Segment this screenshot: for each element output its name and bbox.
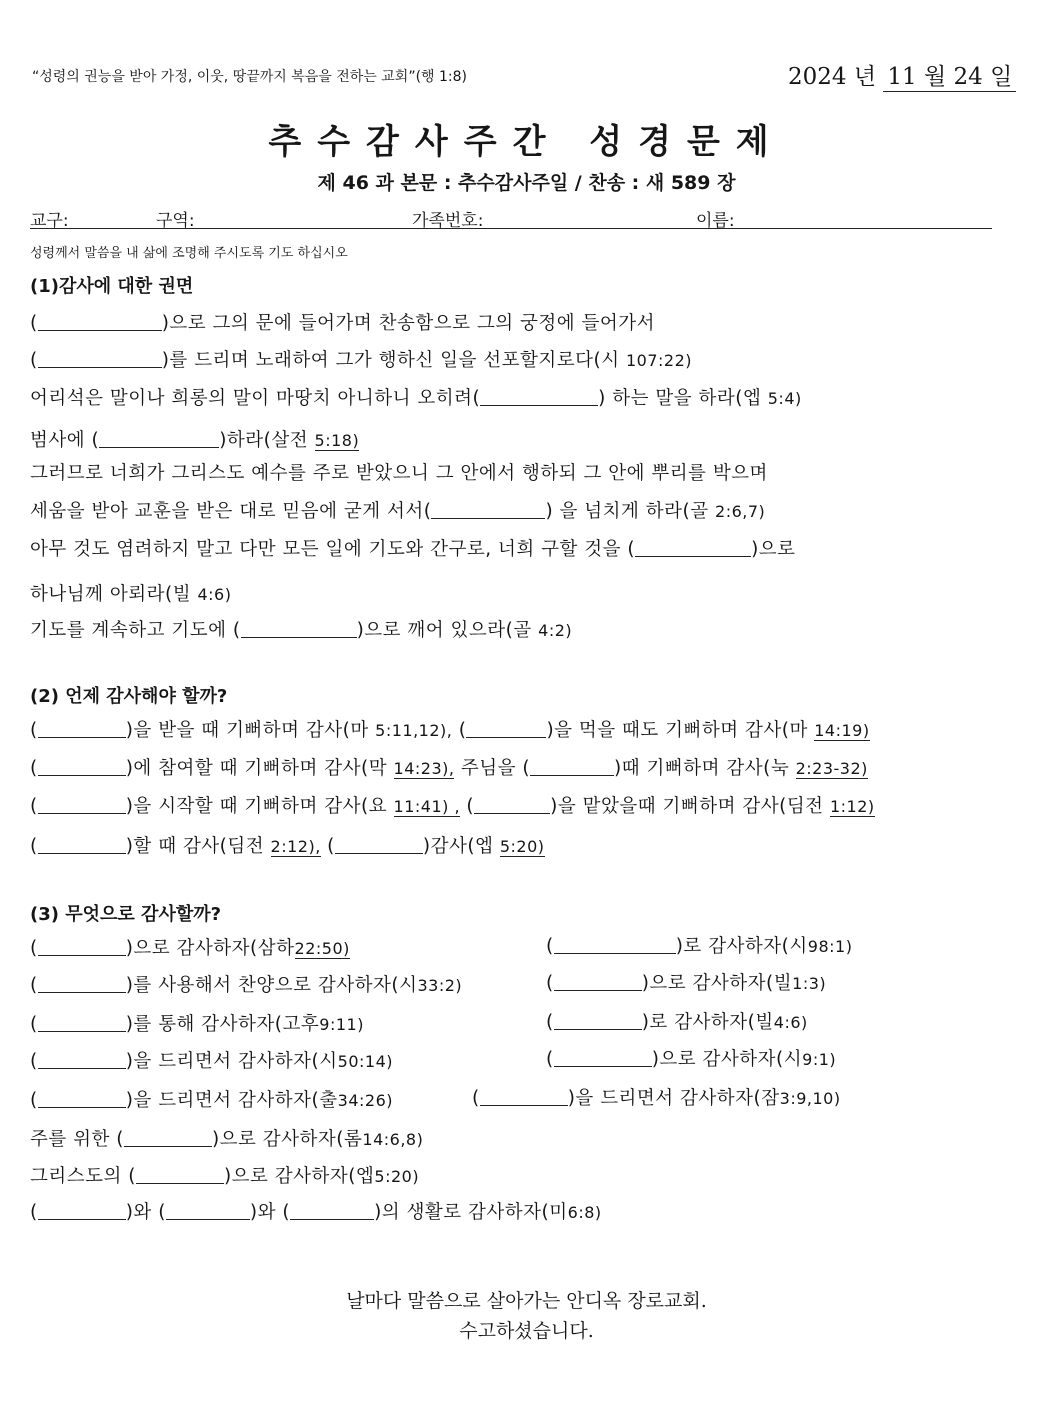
question-text: )을 드리면서 감사하자(잠 bbox=[567, 1088, 780, 1109]
answer-blank[interactable] bbox=[38, 836, 126, 854]
question-text: )를 통해 감사하자(고후 bbox=[125, 1014, 320, 1035]
question-text: ) 하는 말을 하라(엡 bbox=[598, 388, 762, 409]
question-text: )로 감사하자(빌 bbox=[641, 1012, 774, 1033]
section1-heading: (1)감사에 대한 권면 bbox=[30, 276, 194, 297]
date-month-unit: 월 bbox=[923, 64, 947, 90]
question-text: 범사에 ( bbox=[30, 430, 100, 451]
question-line bbox=[30, 754, 868, 780]
verse-reference: 1:3) bbox=[792, 974, 827, 993]
question-text: )을 시작할 때 기뻐하며 감사(요 bbox=[125, 796, 394, 817]
question-text: )를 드리며 노래하여 그가 행하신 일을 선포할지로다(시 bbox=[161, 350, 620, 371]
question-line bbox=[30, 832, 545, 858]
date-day-unit: 일 bbox=[990, 64, 1013, 90]
lesson-subtitle: 제 46 과 본문 : 추수감사주일 / 찬송 : 새 589 장 bbox=[317, 172, 736, 194]
answer-blank[interactable] bbox=[241, 620, 357, 638]
question-line: ( )로 감사하자(시98:1) bbox=[546, 936, 853, 957]
question-line bbox=[30, 716, 870, 742]
question-text: )감사(엡 bbox=[422, 836, 500, 857]
answer-blank[interactable] bbox=[554, 1012, 642, 1030]
answer-blank[interactable] bbox=[480, 388, 598, 406]
question-text: )할 때 감사(딤전 bbox=[125, 836, 271, 857]
verse-reference: 9:1) bbox=[802, 1050, 837, 1069]
verse-reference: 22:50) bbox=[294, 939, 350, 958]
question-text: ( bbox=[460, 796, 475, 817]
section2-heading: (2) 언제 감사해야 할까? bbox=[30, 686, 228, 707]
question-line: ( )를 사용해서 찬양으로 감사하자(시33:2) bbox=[30, 975, 463, 996]
question-line bbox=[30, 309, 655, 335]
question-text: 어리석은 말이나 희롱의 말이 마땅치 아니하니 오히려( bbox=[30, 388, 481, 409]
date-day: 24 bbox=[953, 64, 983, 90]
answer-blank[interactable] bbox=[124, 1129, 212, 1147]
worksheet-date bbox=[788, 58, 1016, 92]
question-text: )와 ( bbox=[249, 1202, 291, 1223]
question-line bbox=[30, 426, 359, 452]
question-text: ( bbox=[452, 720, 467, 741]
verse-reference: 4:6) bbox=[773, 1013, 808, 1032]
answer-blank[interactable] bbox=[290, 1202, 374, 1220]
date-year: 2024 bbox=[788, 64, 847, 90]
date-month: 11 bbox=[887, 64, 917, 90]
answer-blank[interactable] bbox=[38, 720, 126, 738]
answer-blank[interactable] bbox=[554, 936, 676, 954]
question-line: ( )을 드리면서 감사하자(시50:14) bbox=[30, 1051, 393, 1072]
question-text: ( bbox=[30, 350, 38, 371]
page-title: 추수감사주간 성경문제 bbox=[268, 122, 785, 162]
verse-reference: 11:41) , bbox=[393, 797, 461, 816]
name-label: 이름: bbox=[696, 211, 735, 231]
question-text: )을 드리면서 감사하자(출 bbox=[125, 1090, 338, 1111]
question-text: )으로 감사하자(엡 bbox=[223, 1166, 375, 1187]
section3-heading: (3) 무엇으로 감사할까? bbox=[30, 904, 222, 925]
question-line bbox=[30, 384, 802, 410]
verse-reference: 2:23-32) bbox=[795, 759, 868, 778]
question-text: ( bbox=[30, 1202, 38, 1223]
question-text: )와 ( bbox=[125, 1202, 166, 1223]
question-line bbox=[30, 1162, 419, 1188]
answer-blank[interactable] bbox=[554, 973, 642, 991]
answer-blank[interactable] bbox=[38, 758, 126, 776]
answer-blank[interactable] bbox=[38, 1202, 126, 1220]
verse-reference: 107:22) bbox=[626, 351, 693, 370]
question-text: )의 생활로 감사하자(미 bbox=[374, 1202, 568, 1223]
question-text: ( bbox=[30, 758, 38, 779]
question-text: ( bbox=[320, 836, 335, 857]
verse-reference: 14:23), bbox=[393, 759, 455, 778]
parish-label: 교구: bbox=[30, 211, 69, 231]
answer-blank[interactable] bbox=[38, 796, 126, 814]
answer-blank[interactable] bbox=[474, 796, 550, 814]
closing-line-2: 수고하셨습니다. bbox=[459, 1320, 594, 1342]
question-text: 아무 것도 염려하지 말고 다만 모든 일에 기도와 간구로, 너희 구할 것을 ( bbox=[30, 539, 636, 560]
answer-blank[interactable] bbox=[530, 758, 614, 776]
question-line: ( )을 드리면서 감사하자(출34:26) bbox=[30, 1090, 393, 1111]
answer-blank[interactable] bbox=[99, 430, 219, 448]
question-text: 그리스도의 ( bbox=[30, 1166, 136, 1187]
question-text: ) 을 넘치게 하라(골 bbox=[545, 501, 709, 522]
verse-reference: 5:4) bbox=[767, 389, 802, 408]
question-text: ( bbox=[30, 836, 38, 857]
answer-blank[interactable] bbox=[38, 975, 126, 993]
student-info-row bbox=[30, 206, 992, 229]
question-text: 그러므로 너희가 그리스도 예수를 주로 받았으니 그 안에서 행하되 그 안에 뿌리를 박으며 bbox=[30, 463, 768, 484]
question-text: )을 드리면서 감사하자(시 bbox=[125, 1051, 338, 1072]
question-text: ( bbox=[30, 720, 38, 741]
verse-reference: 34:26) bbox=[337, 1091, 393, 1110]
district-label: 구역: bbox=[156, 211, 195, 231]
question-text: )을 받을 때 기뻐하며 감사(마 bbox=[125, 720, 376, 741]
answer-blank[interactable] bbox=[136, 1166, 224, 1184]
verse-reference: 4:6) bbox=[197, 585, 232, 604]
verse-reference: 98:1) bbox=[807, 937, 853, 956]
question-line bbox=[30, 616, 572, 642]
verse-reference: 2:12), bbox=[270, 837, 321, 856]
answer-blank[interactable] bbox=[431, 501, 545, 519]
question-text: 하나님께 아뢰라(빌 bbox=[30, 584, 192, 605]
question-text: 주를 위한 ( bbox=[30, 1129, 124, 1150]
verse-reference: 4:2) bbox=[538, 621, 573, 640]
question-text: )를 사용해서 찬양으로 감사하자(시 bbox=[125, 975, 418, 996]
question-text: )으로 감사하자(삼하 bbox=[125, 938, 295, 959]
verse-reference: 3:9,10) bbox=[779, 1089, 841, 1108]
question-line: ( )으로 감사하자(시9:1) bbox=[546, 1049, 837, 1070]
question-line bbox=[30, 459, 768, 485]
question-text: )로 감사하자(시 bbox=[675, 936, 808, 957]
question-line bbox=[30, 497, 765, 523]
verse-reference: 33:2) bbox=[417, 976, 463, 995]
question-text: )으로 bbox=[751, 539, 796, 560]
verse-reference: 14:19) bbox=[814, 721, 870, 740]
question-text: 세움을 받아 교훈을 받은 대로 믿음에 굳게 서서( bbox=[30, 501, 432, 522]
answer-blank[interactable] bbox=[335, 836, 423, 854]
closing-line-1: 날마다 말씀으로 살아가는 안디옥 장로교회. bbox=[346, 1290, 707, 1312]
question-text: )으로 감사하자(시 bbox=[651, 1049, 803, 1070]
question-line: ( )를 통해 감사하자(고후9:11) bbox=[30, 1014, 364, 1035]
question-text: ( bbox=[30, 796, 38, 817]
question-line bbox=[30, 535, 796, 561]
question-text: )을 맡았을때 기뻐하며 감사(딤전 bbox=[550, 796, 830, 817]
verse-reference: 50:14) bbox=[337, 1052, 393, 1071]
question-text: )으로 깨어 있으라(골 bbox=[356, 620, 532, 641]
question-line bbox=[30, 792, 875, 818]
question-text: 주님을 ( bbox=[454, 758, 531, 779]
answer-blank[interactable] bbox=[635, 539, 751, 557]
question-text: ( bbox=[30, 313, 38, 334]
verse-reference: 9:11) bbox=[319, 1015, 364, 1034]
question-text: )으로 그의 문에 들어가며 찬송함으로 그의 궁정에 들어가서 bbox=[161, 313, 656, 334]
verse-reference: 5:11,12), bbox=[375, 721, 453, 740]
question-text: )으로 감사하자(빌 bbox=[641, 973, 793, 994]
question-text: )때 기뻐하며 감사(눅 bbox=[614, 758, 796, 779]
verse-reference: 2:6,7) bbox=[715, 502, 766, 521]
question-line: ( )으로 감사하자(빌1:3) bbox=[546, 973, 827, 994]
church-motto: “성령의 권능을 받아 가정, 이웃, 땅끝까지 복음을 전하는 교회”(행 1:8) bbox=[32, 69, 468, 85]
answer-blank[interactable] bbox=[166, 1202, 250, 1220]
verse-reference: 1:12) bbox=[829, 797, 875, 816]
answer-blank[interactable] bbox=[38, 1014, 126, 1032]
answer-blank[interactable] bbox=[38, 1051, 126, 1069]
prayer-note: 성령께서 말씀을 내 삶에 조명해 주시도록 기도 하십시오 bbox=[30, 246, 348, 261]
question-line: ( )으로 감사하자(삼하22:50) bbox=[30, 938, 350, 959]
answer-blank[interactable] bbox=[466, 720, 546, 738]
answer-blank[interactable] bbox=[38, 313, 162, 331]
verse-reference: 14:6,8) bbox=[362, 1130, 424, 1149]
question-line bbox=[30, 346, 692, 372]
question-text: )으로 감사하자(롬 bbox=[211, 1129, 363, 1150]
verse-reference: 5:18) bbox=[314, 431, 360, 450]
verse-reference: 6:8) bbox=[567, 1203, 602, 1222]
answer-blank[interactable] bbox=[554, 1049, 652, 1067]
family-number-label: 가족번호: bbox=[412, 211, 484, 231]
question-text: 기도를 계속하고 기도에 ( bbox=[30, 620, 241, 641]
answer-blank[interactable] bbox=[38, 350, 162, 368]
verse-reference: 5:20) bbox=[374, 1167, 420, 1186]
question-line bbox=[30, 1125, 423, 1151]
question-text: )에 참여할 때 기뻐하며 감사(막 bbox=[125, 758, 394, 779]
date-year-unit: 년 bbox=[853, 64, 877, 90]
answer-blank[interactable] bbox=[480, 1088, 568, 1106]
answer-blank[interactable] bbox=[38, 938, 126, 956]
question-line bbox=[30, 580, 231, 606]
question-line: ( )로 감사하자(빌4:6) bbox=[546, 1012, 808, 1033]
question-line bbox=[30, 1198, 602, 1224]
question-text: )을 먹을 때도 기뻐하며 감사(마 bbox=[546, 720, 815, 741]
answer-blank[interactable] bbox=[38, 1090, 126, 1108]
question-line: ( )을 드리면서 감사하자(잠3:9,10) bbox=[472, 1088, 841, 1109]
verse-reference: 5:20) bbox=[499, 837, 545, 856]
question-text: )하라(살전 bbox=[219, 430, 309, 451]
